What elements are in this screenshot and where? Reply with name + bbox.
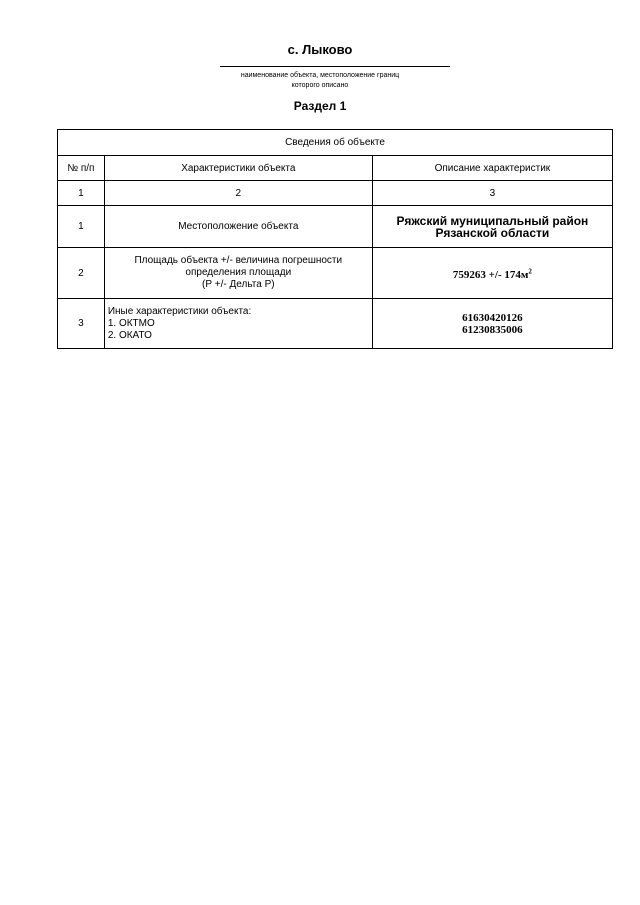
column-number-row	[58, 181, 613, 206]
area-label-line-2: определения площади	[185, 267, 292, 278]
table-header-row	[58, 156, 613, 181]
column-number-1: 1	[58, 181, 105, 206]
area-unit-power: 2	[528, 267, 532, 276]
table-title: Сведения об объекте	[58, 130, 613, 156]
area-value-text: 759263 +/- 174м	[452, 268, 529, 281]
place-title: с. Лыково	[287, 42, 353, 57]
row-characteristic	[104, 299, 372, 349]
section-title: Раздел 1	[293, 99, 347, 113]
row-characteristic: Местоположение объекта	[104, 206, 372, 248]
row-number: 3	[58, 299, 105, 349]
row-number: 1	[58, 206, 105, 248]
area-value	[453, 269, 532, 281]
caption-line-2: которого описано	[291, 82, 349, 89]
other-label-line-2: 1. ОКТМО	[107, 317, 155, 329]
object-info-table	[57, 129, 613, 349]
row-number: 2	[58, 248, 105, 299]
location-line-2: Рязанской области	[435, 225, 550, 240]
table-title-row	[58, 130, 613, 156]
oktmo-value: 61630420126	[462, 311, 523, 324]
table-row	[58, 206, 613, 248]
column-header-number: № п/п	[58, 156, 105, 181]
other-label-line-3: 2. ОКАТО	[107, 329, 152, 341]
row-description	[372, 248, 612, 299]
column-number-3: 3	[372, 181, 612, 206]
area-label-line-3: (Р +/- Дельта Р)	[202, 279, 275, 290]
okato-value: 61230835006	[462, 323, 523, 336]
column-number-2: 2	[104, 181, 372, 206]
table-row	[58, 248, 613, 299]
title-underline	[220, 66, 450, 67]
row-description	[372, 299, 612, 349]
caption-line-1: наименование объекта, местоположение границ	[240, 72, 400, 79]
row-characteristic	[104, 248, 372, 299]
table-row	[58, 299, 613, 349]
area-label-line-1: Площадь объекта +/- величина погрешности	[134, 255, 343, 266]
column-header-description: Описание характеристик	[372, 156, 612, 181]
location-line-1: Ряжский муниципальный район	[396, 213, 589, 228]
title-caption	[0, 71, 640, 91]
other-label-line-1: Иные характеристики объекта:	[107, 305, 252, 317]
column-header-characteristic: Характеристики объекта	[104, 156, 372, 181]
row-description	[372, 206, 612, 248]
